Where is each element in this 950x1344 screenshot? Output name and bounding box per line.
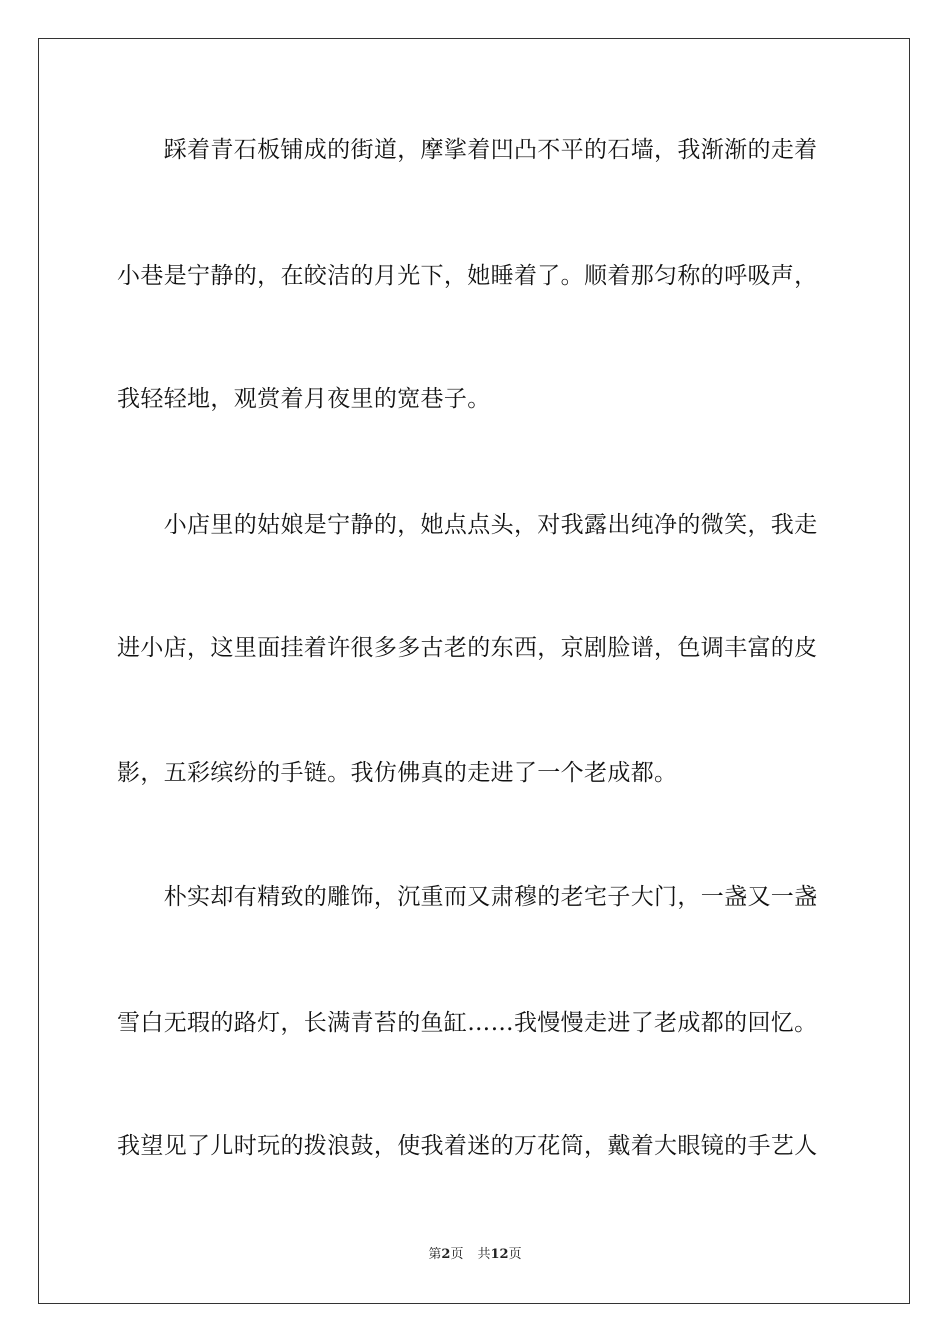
page-prefix: 第 bbox=[428, 1247, 442, 1262]
total-suffix: 页 bbox=[508, 1247, 522, 1262]
text-line: 我望见了儿时玩的拨浪鼓，使我着迷的万花筒，戴着大眼镜的手艺人 bbox=[117, 1133, 818, 1159]
page-border bbox=[38, 38, 910, 1304]
text-line: 踩着青石板铺成的街道，摩挲着凹凸不平的石墙，我渐渐的走着 bbox=[117, 137, 818, 163]
text-line: 影，五彩缤纷的手链。我仿佛真的走进了一个老成都。 bbox=[117, 760, 678, 786]
total-pages: 12 bbox=[490, 1247, 509, 1262]
total-prefix: 共 bbox=[477, 1247, 491, 1262]
text-line: 我轻轻地，观赏着月夜里的宽巷子。 bbox=[117, 386, 491, 412]
text-line: 朴实却有精致的雕饰，沉重而又肃穆的老宅子大门，一盏又一盏 bbox=[117, 884, 818, 910]
text-line: 进小店，这里面挂着许很多多古老的东西，京剧脸谱，色调丰富的皮 bbox=[117, 635, 818, 661]
page-number: 2 bbox=[441, 1247, 451, 1262]
text-line: 雪白无瑕的路灯，长满青苔的鱼缸……我慢慢走进了老成都的回忆。 bbox=[117, 1010, 818, 1036]
page-suffix: 页 bbox=[450, 1247, 464, 1262]
text-line: 小店里的姑娘是宁静的，她点点头，对我露出纯净的微笑，我走 bbox=[117, 512, 818, 538]
page-footer bbox=[0, 1246, 950, 1264]
text-line: 小巷是宁静的，在皎洁的月光下，她睡着了。顺着那匀称的呼吸声， bbox=[117, 263, 818, 289]
